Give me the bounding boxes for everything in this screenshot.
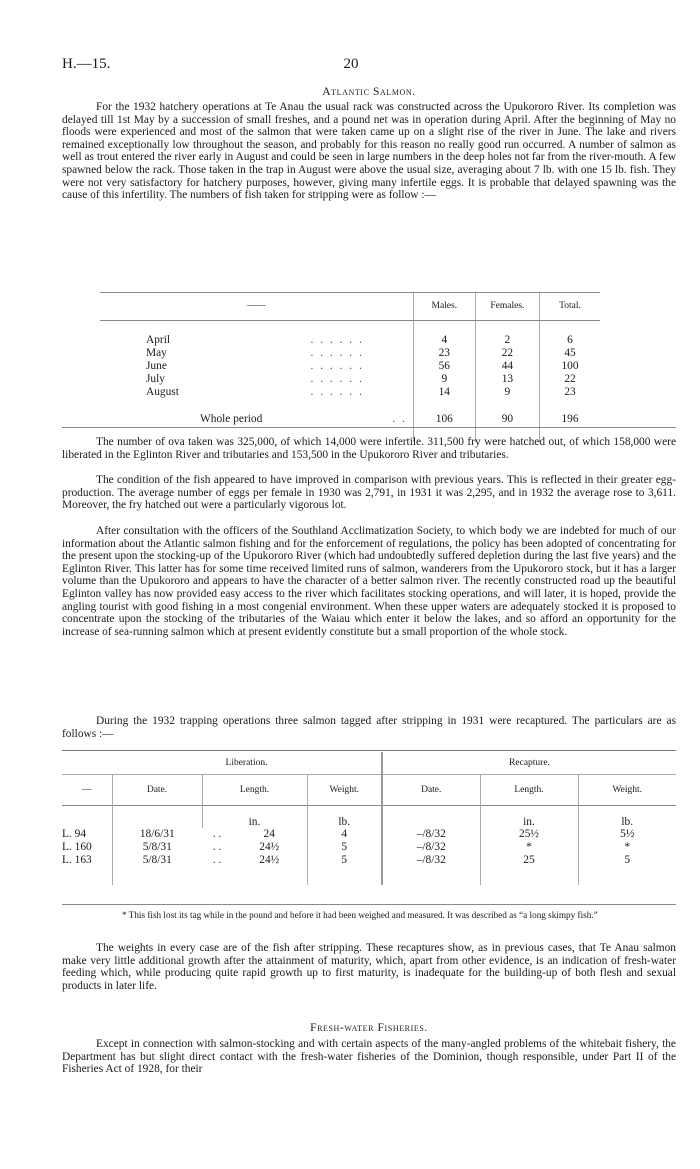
paragraph-stocking-policy: After consultation with the officers of the Southland Acclimatization Society, to which body we are indebted for much of our information about the Atlantic salmon fishing and for the enforcement of regulations, the policy has been adopted of concentrating for the present upon the stocking-up of the Upukororo River (which had undoubtedly suffered depletion during the last five years) and the Eglinton River. This latter has for some time received limited runs of salmon, wanderers from the Upukororo stock, but it has a larger volume than the Upukororo and appears to have the character of a better salmon river. The recently constructed road up the beautiful Eglinton valley has now provided easy access to the river which facilitates stocking operations, and will later, it is hoped, provide the angling tourist with good fishing in a most congenial environment. When these upper waters are adequately stocked it is proposed to concentrate upon the stocking of the tributaries of the Waiau which enter it below the lakes, and so afford an opportunity for the increase of sea-running salmon which at present evidently constitute but a small proportion of the whole stock. [62,525,676,638]
recapture-date: –/8/32 [382,828,480,841]
liberation-weight: 5 [307,854,382,867]
paragraph-recaptures-intro: During the 1932 trapping operations three salmon tagged after stripping in 1931 were recaptured. The particulars are as follows :— [62,715,676,740]
header-blank: — [82,785,92,795]
leader-dots: . . . . . . [310,373,364,385]
females-value: 22 [475,347,539,360]
liberation-date: 5/8/31 [112,841,202,854]
table-row [62,841,676,854]
page-number: 20 [343,56,359,72]
total-value: 100 [540,360,600,373]
paragraph-ova-numbers: The number of ova taken was 325,000, of which 14,000 were infertile. 311,500 fry were hatched out, of which 158,000 were liberated in the Eglinton River and tributaries and 153,500 in the Upukororo River and tributaries. [62,436,676,461]
unit-recapture-length: in. [480,806,578,829]
header-liberation-weight: Weight. [307,775,382,806]
leader-dots: . . [212,854,222,866]
paragraph-hatchery-operations: For the 1932 hatchery operations at Te Anau the usual rack was constructed across the Upukororo River. Its completion was delayed till 1st May by a succession of small freshes, and a pound net was in operation during April. After the beginning of May no floods were experienced and most of the salmon that were taken came up on a slight rise of the river in June. The lake and rivers remained exceptionally low throughout the season, and probably for this reason no really good run occurred. A number of salmon as well as trout entered the river early in August and could be seen in large numbers in the deep holes not far from the river-mouth. A few spawned below the rack. Those taken in the trap in August were above the usual size, averaging about 7 lb. with one 15 lb. fish. They were not very satisfactory for hatchery purposes, however, giving many infertile eggs. It is probable that delayed spawning was the cause of this infertility. The numbers of fish taken for stripping were as follow :— [62,101,676,202]
column-header-row [62,775,676,806]
header-recapture-date: Date. [382,775,480,806]
leader-dots: . . . . . . [310,347,364,359]
recapture-table [62,752,676,885]
footnote: * This fish lost its tag while in the pound and before it had been weighed and measured. It was described as “a long skimpy fish.” [122,910,598,920]
liberation-length: 24½ [259,854,280,866]
recapture-date: –/8/32 [382,841,480,854]
recapture-length: * [480,841,578,854]
table-row [100,373,600,386]
recapture-weight: 5½ [578,828,676,841]
header-recapture-weight: Weight. [578,775,676,806]
recapture-length: 25½ [480,828,578,841]
unit-weight: lb. [307,806,382,829]
males-value: 4 [413,334,475,347]
males-value: 23 [413,347,475,360]
header-liberation-length: Length. [202,775,307,806]
total-value: 6 [540,334,600,347]
section-title-atlantic-salmon: Atlantic Salmon. [322,86,416,98]
table-row [100,334,600,347]
recapture-length: 25 [480,854,578,867]
tag-number: L. 163 [62,854,92,866]
paragraph-fresh-water: Except in connection with salmon-stocking and with certain aspects of the many-angled problems of the whitebait fishery, the Department has but slight direct contact with the fresh-water fisheries of the Dominion, though responsible, under Part II of the Fisheries Act of 1928, for their [62,1038,676,1076]
liberation-date: 5/8/31 [112,854,202,867]
liberation-group-header: Liberation. [225,758,268,768]
month-label: August [146,386,179,398]
liberation-date: 18/6/31 [112,828,202,841]
tag-number: L. 94 [62,828,87,840]
total-label: Whole period [200,413,263,425]
section-title-fresh-water-fisheries: Fresh-water Fisheries. [310,1022,428,1034]
males-total: 106 [413,413,475,426]
month-label: May [146,347,167,359]
liberation-length: 24½ [259,841,280,853]
units-row [62,806,676,829]
recapture-weight: 5 [578,854,676,867]
leader-dots: . . . . . . [310,360,364,372]
females-total: 90 [475,413,539,426]
females-value: 2 [475,334,539,347]
liberation-length: 24 [263,828,275,840]
paragraph-weights: The weights in every case are of the fish after stripping. These recaptures show, as in previous cases, that Te Anau salmon make very little additional growth after the attainment of maturity, which, apart from other evidence, is an indication of fresh-water feeding which, while producing quite rapid growth up to first maturity, is inadequate for the building-up of both flesh and sexual products in later life. [62,942,676,992]
header-liberation-date: Date. [112,775,202,806]
males-value: 56 [413,360,475,373]
header-blank: —— [246,301,266,311]
table-row [100,347,600,360]
leader-dots: . . . . . . [310,386,364,398]
females-value: 9 [475,386,539,399]
month-label: July [146,373,165,385]
table-row [100,386,600,399]
header-total: Total. [540,293,600,319]
leader-dots: . . . . . . [310,334,364,346]
recapture-date: –/8/32 [382,854,480,867]
liberation-weight: 4 [307,828,382,841]
unit-length: in. [202,806,307,829]
recapture-group-header: Recapture. [382,752,676,775]
table-header-row [100,293,600,319]
females-value: 44 [475,360,539,373]
recapture-weight: * [578,841,676,854]
header-females: Females. [475,293,539,319]
stripping-table [100,293,600,442]
unit-recapture-weight: lb. [578,806,676,829]
table-row [100,360,600,373]
total-value: 45 [540,347,600,360]
header-males: Males. [413,293,475,319]
leader-dots: . . [212,828,222,840]
leader-dots: . . [392,413,407,425]
group-header-row [62,752,676,775]
table-rule-bottom [62,427,676,428]
total-value: 22 [540,373,600,386]
total-value: 23 [540,386,600,399]
males-value: 9 [413,373,475,386]
males-value: 14 [413,386,475,399]
females-value: 13 [475,373,539,386]
month-label: April [146,334,171,346]
leader-dots: . . [212,841,222,853]
recapture-rule-top [62,750,676,751]
table-row [62,854,676,867]
page-header [62,56,640,76]
table-row [62,828,676,841]
table-total-row [100,413,600,426]
paragraph-fish-condition: The condition of the fish appeared to have improved in comparison with previous years. This is reflected in their greater egg-production. The average number of eggs per female in 1930 was 2,791, in 1931 it was 2,295, and in 1932 the average rose to 3,611. Moreover, the fry hatched out were a particularly vigorous lot. [62,474,676,512]
table-rule-header [100,320,600,321]
liberation-weight: 5 [307,841,382,854]
month-label: June [146,360,167,372]
recapture-rule-bottom [62,904,676,905]
report-reference: H.—15. [62,56,111,72]
tag-number: L. 160 [62,841,92,853]
grand-total: 196 [540,413,600,426]
header-recapture-length: Length. [480,775,578,806]
